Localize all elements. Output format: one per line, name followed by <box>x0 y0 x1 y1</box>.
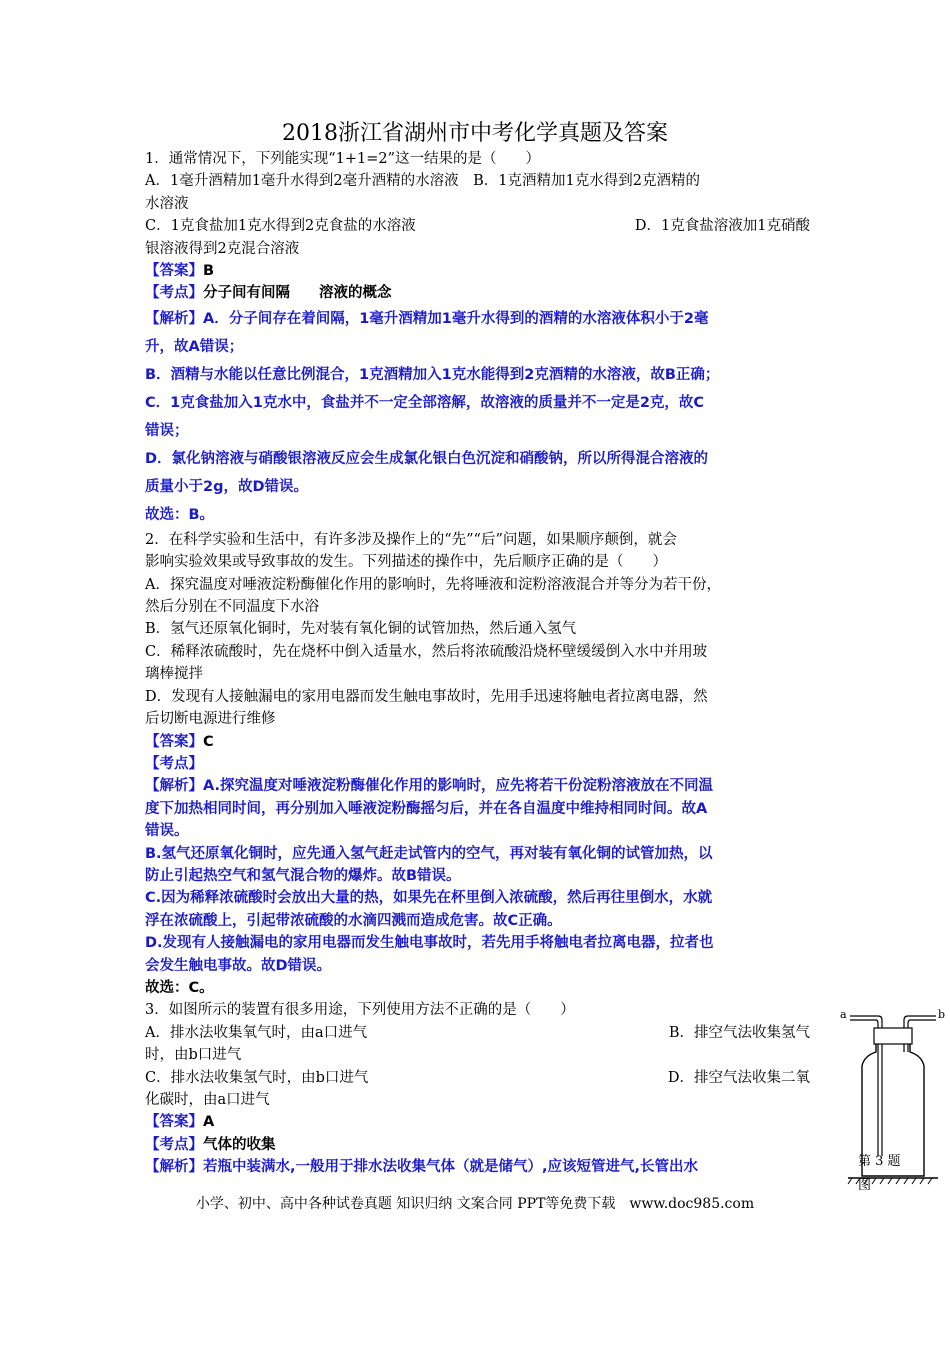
q3-point <box>145 1134 810 1156</box>
analysis-line: 浮在浓硫酸上，引起带浓硫酸的水滴四溅而造成危害。故C正确。 <box>145 912 562 929</box>
q1-stem: 1．通常情况下，下列能实现“1+1=2”这一结果的是（ ） <box>145 151 541 167</box>
q2-stem-line: 2．在科学实验和生活中，有许多涉及操作上的“先”“后”问题，如果顺序颠倒，就会 <box>145 531 677 548</box>
q2-stem-line: 影响实验效果或导致事故的发生。下列描述的操作中，先后顺序正确的是（ ） <box>145 554 667 571</box>
point-tag: 【考点】 <box>145 285 203 302</box>
answer-value: C <box>203 733 214 750</box>
q1-option-ab-cont: 水溶液 <box>145 195 189 212</box>
page-footer: 小学、初中、高中各种试卷真题 知识归纳 文案合同 PPT等免费下载 www.doc985.com <box>195 1196 755 1212</box>
analysis-tag: 【解析】 <box>145 778 203 795</box>
answer-tag: 【答案】 <box>145 1114 203 1131</box>
answer-tag: 【答案】 <box>145 733 203 750</box>
page-title: 2018浙江省湖州市中考化学真题及答案 <box>282 121 668 146</box>
point-value: 分子间有间隔 溶液的概念 <box>203 285 392 302</box>
q1-option-d-cont: 银溶液得到2克混合溶液 <box>145 240 300 257</box>
q3-option-b: B．排空气法收集氢气 <box>668 1024 810 1041</box>
q3-option-cd <box>145 1067 810 1089</box>
q3-option-c: C．排水法收集氢气时，由b口进气 <box>145 1069 369 1086</box>
q1-option-ab: A．1毫升酒精加1毫升水得到2毫升酒精的水溶液 B．1克酒精加1克水得到2克酒精的 <box>145 173 700 190</box>
answer-tag: 【答案】 <box>145 263 203 280</box>
q1-option-c: C．1克食盐加1克水得到2克食盐的水溶液 <box>145 218 416 235</box>
q1-answer <box>145 260 810 282</box>
answer-value: B <box>203 263 215 280</box>
q2-option-d-cont: 后切断电源进行维修 <box>145 711 276 728</box>
analysis-line: 若瓶中装满水,一般用于排水法收集气体（就是储气）,应该短管进气,长管出水 <box>203 1159 699 1176</box>
q3-option-ab <box>145 1022 810 1044</box>
analysis-line: D．氯化钠溶液与硝酸银溶液反应会生成氯化银白色沉淀和硝酸钠，所以所得混合溶液的 <box>145 450 709 467</box>
analysis-line: 防止引起热空气和氢气混合物的爆炸。故B错误。 <box>145 867 461 884</box>
q3-analysis <box>145 1156 810 1178</box>
stopper <box>874 1028 912 1044</box>
q1-analysis <box>145 305 810 333</box>
label-a: a <box>840 1008 847 1021</box>
point-value: 气体的收集 <box>203 1136 276 1153</box>
q1-option-d: D．1克食盐溶液加1克硝酸 <box>634 218 810 235</box>
q1-conclusion: 故选：B。 <box>145 506 215 523</box>
q3-option-b-cont: 时，由b口进气 <box>145 1047 242 1064</box>
q2-option-a: A．探究温度对唾液淀粉酶催化作用的影响时，先将唾液和淀粉溶液混合并等分为若干份， <box>145 576 721 593</box>
analysis-line: C．1克食盐加入1克水中，食盐并不一定全部溶解，故溶液的质量并不一定是2克，故C <box>145 394 705 411</box>
analysis-line: 错误。 <box>145 823 189 840</box>
analysis-line: 度下加热相同时间，再分别加入唾液淀粉酶摇匀后，并在各自温度中维持相同时间。故A <box>145 800 708 817</box>
q2-option-d: D．发现有人接触漏电的家用电器而发生触电事故时，先用手迅速将触电者拉离电器，然 <box>145 688 708 705</box>
figure-caption <box>858 1150 918 1198</box>
q3-stem: 3．如图所示的装置有很多用途，下列使用方法不正确的是（ ） <box>145 1002 575 1019</box>
q2-option-c-cont: 璃棒搅拌 <box>145 666 203 683</box>
q1-point <box>145 282 810 304</box>
analysis-tag: 【解析】 <box>145 310 203 327</box>
q2-analysis <box>145 775 810 797</box>
analysis-line: A．分子间存在着间隔，1毫升酒精加1毫升水得到的酒精的水溶液体积小于2毫 <box>203 310 709 327</box>
document-body <box>145 148 810 1179</box>
q2-answer <box>145 731 810 753</box>
caption-line: 图 <box>858 1178 872 1193</box>
analysis-line: 错误； <box>145 422 189 439</box>
q3-option-d: D．排空气法收集二氧 <box>667 1069 810 1086</box>
analysis-line: A.探究温度对唾液淀粉酶催化作用的影响时，应先将若干份淀粉溶液放在不同温 <box>203 778 713 795</box>
q2-option-b: B．氢气还原氧化铜时，先对装有氧化铜的试管加热，然后通入氢气 <box>145 621 577 638</box>
q3-option-d-cont: 化碳时，由a口进气 <box>145 1092 270 1108</box>
analysis-line: B．酒精与水能以任意比例混合，1克酒精加入1克水能得到2克酒精的水溶液，故B正确； <box>145 366 720 383</box>
point-tag: 【考点】 <box>145 1136 203 1153</box>
analysis-line: C.因为稀释浓硫酸时会放出大量的热，如果先在杯里倒入浓硫酸，然后再往里倒水，水就 <box>145 890 713 907</box>
q2-point <box>145 753 810 775</box>
point-tag: 【考点】 <box>145 755 203 772</box>
analysis-tag: 【解析】 <box>145 1159 203 1176</box>
analysis-line: D.发现有人接触漏电的家用电器而发生触电事故时，若先用手将触电者拉离电器，拉者也 <box>145 935 714 952</box>
q1-option-cd <box>145 215 810 237</box>
analysis-line: 升，故A错误； <box>145 338 244 355</box>
caption-line: 第 3 题 <box>858 1154 901 1169</box>
q3-option-a: A．排水法收集氧气时，由a口进气 <box>145 1024 368 1041</box>
label-b: b <box>938 1008 946 1021</box>
q2-conclusion: 故选：C。 <box>145 979 214 996</box>
q2-option-a-cont: 然后分别在不同温度下水浴 <box>145 599 319 616</box>
answer-value: A <box>203 1114 215 1131</box>
analysis-line: 会发生触电事故。故D错误。 <box>145 957 332 974</box>
q3-answer <box>145 1111 810 1133</box>
analysis-line: 质量小于2g，故D错误。 <box>145 478 309 495</box>
analysis-line: B.氢气还原氧化铜时，应先通入氢气赶走试管内的空气，再对装有氧化铜的试管加热，以 <box>145 845 713 862</box>
q2-option-c: C．稀释浓硫酸时，先在烧杯中倒入适量水，然后将浓硫酸沿烧杯壁缓缓倒入水中并用玻 <box>145 643 708 660</box>
